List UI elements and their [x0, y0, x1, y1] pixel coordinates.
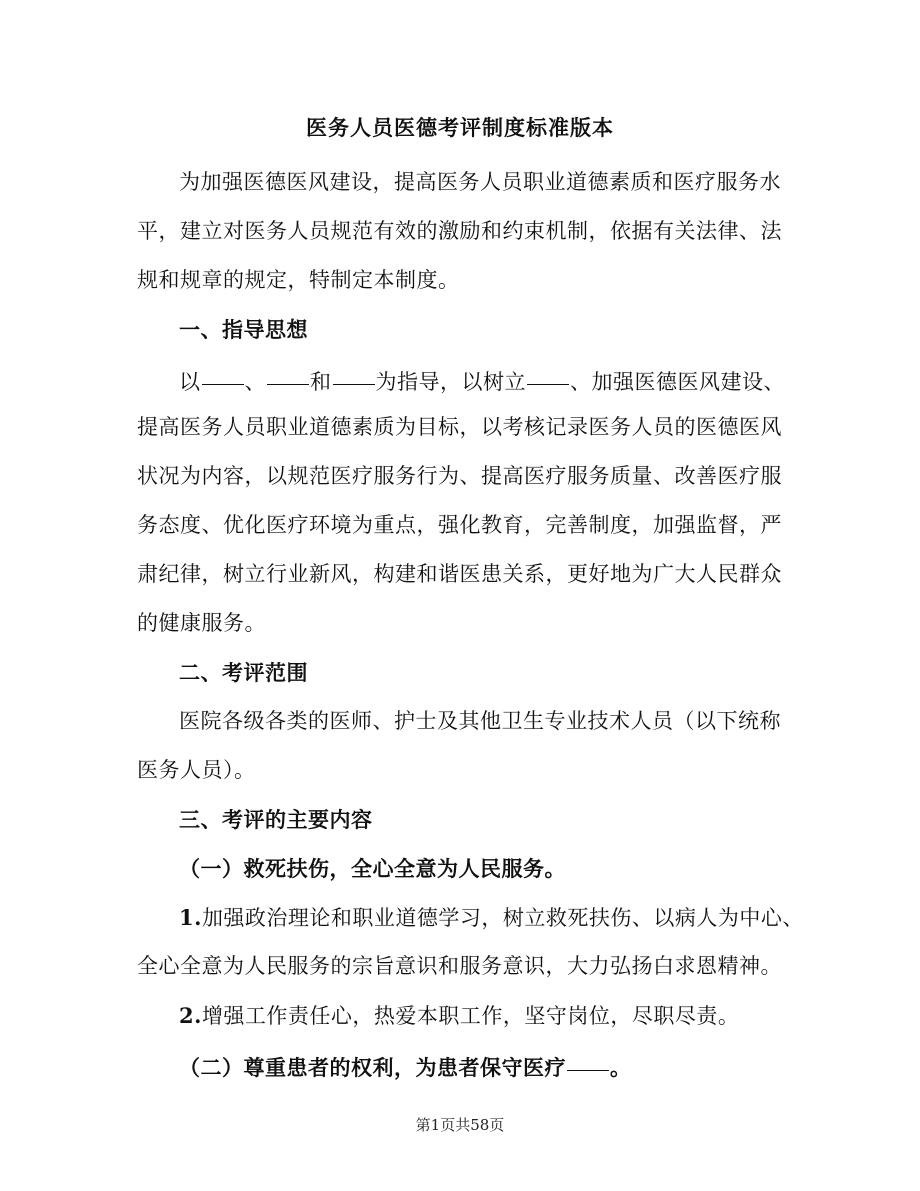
text-fragment: 、: [244, 370, 266, 394]
page-number: 第1页共58页: [415, 1116, 505, 1134]
text-fragment: 、加强医德医风建设、: [570, 370, 785, 394]
item1-line-2: 全心全意为人民服务的宗旨意识和服务意识，大力弘扬白求恩精神。: [137, 954, 782, 978]
document-body: [137, 158, 804, 1089]
text-fragment: 和: [310, 370, 332, 394]
item-number: 2.: [179, 1003, 202, 1028]
section1-line-6: 的健康服务。: [137, 611, 266, 635]
section2-line-1: 医院各级各类的医师、护士及其他卫生专业技术人员（以下统称: [179, 709, 781, 733]
section-heading-scope: 二、考评范围: [179, 660, 308, 685]
section1-line-3: 状况为内容，以规范医疗服务行为、提高医疗服务质量、改善医疗服: [137, 464, 782, 488]
item1-line-1: [137, 893, 804, 942]
blank-underline: [333, 354, 375, 385]
section1-line-4: 务态度、优化医疗环境为重点，强化教育，完善制度，加强监督，严: [137, 513, 782, 537]
section1-line-1: [137, 354, 783, 403]
section-heading-guiding-ideology: 一、指导思想: [179, 317, 308, 342]
subsection-heading-1: （一）救死扶伤，全心全意为人民服务。: [179, 856, 566, 881]
text-fragment: 以: [179, 370, 201, 394]
item-number: 1.: [179, 905, 202, 930]
section1-line-5: 肃纪律，树立行业新风，构建和谐医患关系，更好地为广大人民群众: [137, 562, 782, 586]
blank-underline: [527, 354, 569, 385]
text-fragment: 为指导，以树立: [375, 370, 526, 394]
section1-line-2: 提高医务人员职业道德素质为目标，以考核记录医务人员的医德医风: [137, 415, 782, 439]
intro-line-2: 平，建立对医务人员规范有效的激励和约束机制，依据有关法律、法: [137, 219, 782, 243]
document-title: 医务人员医德考评制度标准版本: [306, 115, 614, 140]
blank-underline: [202, 354, 244, 385]
item-text: 加强政治理论和职业道德学习，树立救死扶伤、以病人为中心、: [201, 906, 804, 930]
blank-underline: [567, 1040, 609, 1071]
intro-line-1: 为加强医德医风建设，提高医务人员职业道德素质和医疗服务水: [179, 170, 781, 194]
item-text: 增强工作责任心，热爱本职工作，坚守岗位，尽职尽责。: [201, 1004, 740, 1028]
item2-line-1: [137, 991, 783, 1040]
intro-line-3: 规和规章的规定，特制定本制度。: [137, 268, 460, 292]
blank-underline: [267, 354, 309, 385]
subsection-heading-2: [137, 1040, 783, 1089]
heading-text: （二）尊重患者的权利，为患者保守医疗: [179, 1055, 566, 1080]
heading-end: 。: [610, 1055, 632, 1080]
section-heading-main-content: 三、考评的主要内容: [179, 807, 373, 832]
section2-line-2: 医务人员）。: [137, 758, 256, 782]
